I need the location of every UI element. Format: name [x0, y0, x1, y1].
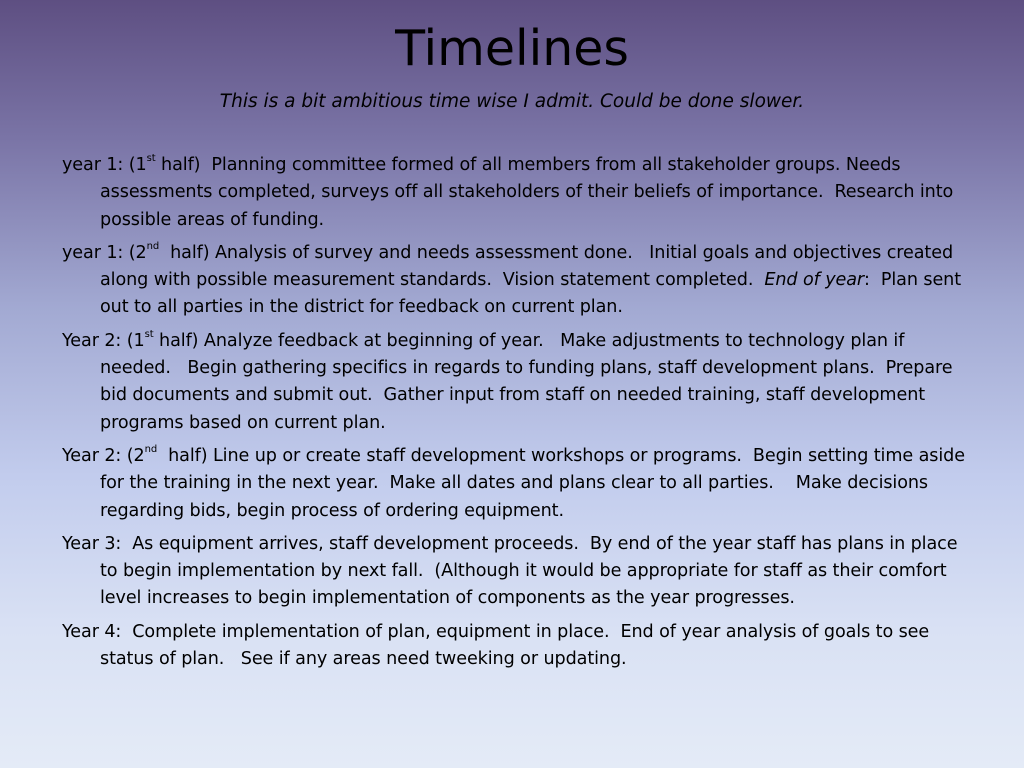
entry-text: half) Planning committee formed of all members from all stakeholder groups. Needs assessments completed, surveys off all stakeholders of their beliefs of importance. Research into possible areas of funding.	[100, 155, 959, 230]
entry-prefix: Year 2: (1	[62, 330, 145, 351]
entry-prefix: year 1: (1	[62, 155, 147, 175]
entry-text: Year 4: Complete implementation of plan, equipment in place. End of year analysis of goals to see status of plan. See if any areas need tweeking or updating.	[62, 621, 935, 670]
timeline-entry-year4	[62, 619, 972, 674]
timeline-entry-year1-second-half	[62, 240, 972, 322]
slide-title: Timelines	[395, 20, 629, 77]
timeline-entry-year2-first-half	[62, 328, 972, 437]
entry-ordinal-suffix: st	[146, 153, 156, 165]
entry-ordinal-suffix: nd	[146, 241, 160, 253]
entry-text: half) Line up or create staff development workshops or programs. Begin setting time aside for the training in the next year. Make all dates and plans clear to all parties. Make decisions regarding bids, begin process of ordering equipment.	[100, 445, 971, 521]
slide-subtitle: This is a bit ambitious time wise I admit. Could be done slower.	[219, 91, 805, 112]
entry-prefix: Year 2: (2	[62, 445, 145, 466]
entry-text: Year 3: As equipment arrives, staff development proceeds. By end of the year staff has plans in place to begin implementation by next fall. (Although it would be appropriate for staff as their comfort level increases to begin implementation of components as the year progresses.	[62, 533, 963, 609]
timeline-list	[62, 152, 972, 679]
entry-text: half) Analysis of survey and needs assessment done. Initial goals and objectives created along with possible measurement standards. Vision statement completed.	[100, 242, 959, 291]
timeline-entry-year3	[62, 531, 972, 613]
entry-prefix: year 1: (2	[62, 242, 147, 263]
entry-ordinal-suffix: st	[144, 328, 154, 340]
entry-ordinal-suffix: nd	[144, 444, 158, 456]
entry-text-after: : Plan sent out to all parties in the district for feedback on current plan.	[100, 270, 967, 318]
entry-italic-text: End of year	[764, 270, 865, 291]
timeline-entry-year2-second-half	[62, 443, 972, 525]
entry-text: half) Analyze feedback at beginning of year. Make adjustments to technology plan if needed. Begin gathering specifics in regards to funding plans, staff development plans. Prepare bid documents and submit out. Gather input from staff on needed training, staff development programs based on current plan.	[100, 330, 958, 433]
timeline-entry-year1-first-half	[62, 152, 972, 234]
